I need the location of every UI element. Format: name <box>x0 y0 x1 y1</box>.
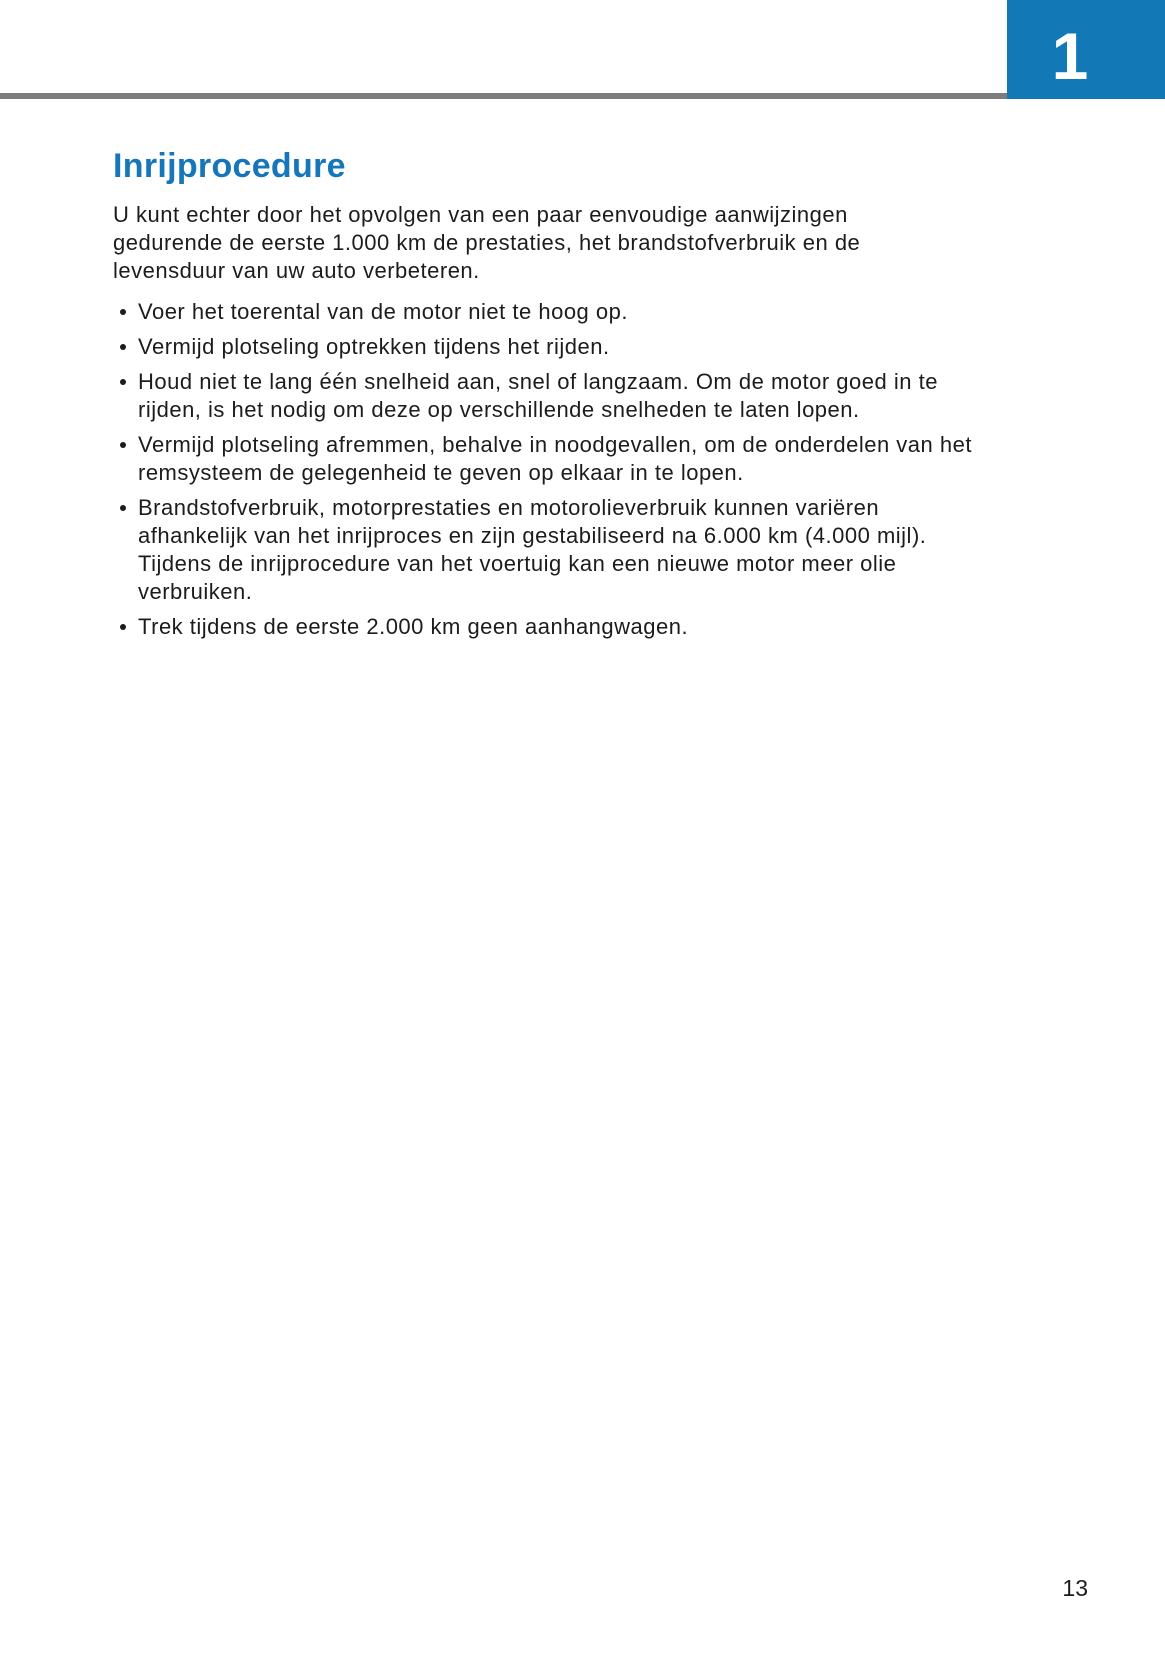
bullet-text: Voer het toerental van de motor niet te hoog op. <box>138 299 628 324</box>
list-item <box>113 494 978 606</box>
list-item <box>113 368 978 424</box>
bullet-text: Vermijd plotseling afremmen, behalve in noodgevallen, om de onderdelen van het remsysteem de gelegenheid te geven op elkaar in te lopen. <box>138 432 972 485</box>
bullet-icon <box>120 309 126 315</box>
bullet-text: Vermijd plotseling optrekken tijdens het rijden. <box>138 334 610 359</box>
list-item <box>113 298 978 326</box>
header-rule <box>0 93 1007 99</box>
page-number: 13 <box>1062 1575 1088 1601</box>
bullet-text: Houd niet te lang één snelheid aan, snel of langzaam. Om de motor goed in te rijden, is het nodig om deze op verschillende snelheden te laten lopen. <box>138 369 938 422</box>
bullet-text: Brandstofverbruik, motorprestaties en motorolieverbruik kunnen variëren afhankelijk van het inrijproces en zijn gestabiliseerd na 6.000 km (4.000 mijl). Tijdens de inrijprocedure van het voertuig kan een nieuwe motor meer olie verbruiken. <box>138 495 927 604</box>
bullet-icon <box>120 505 126 511</box>
intro-paragraph: U kunt echter door het opvolgen van een paar eenvoudige aanwijzingen gedurende de eerste 1.000 km de prestaties, het brandstofverbruik en de levensduur van uw auto verbeteren. <box>113 202 861 283</box>
list-item <box>113 613 978 641</box>
list-item <box>113 333 978 361</box>
section-content <box>113 146 978 641</box>
bullet-text: Trek tijdens de eerste 2.000 km geen aanhangwagen. <box>138 614 689 639</box>
bullet-icon <box>120 624 126 630</box>
chapter-tab <box>1007 0 1165 99</box>
section-title: Inrijprocedure <box>113 147 346 185</box>
bullet-list <box>113 298 978 641</box>
bullet-icon <box>120 344 126 350</box>
chapter-number: 1 <box>1051 18 1089 93</box>
bullet-icon <box>120 379 126 385</box>
list-item <box>113 431 978 487</box>
bullet-icon <box>120 442 126 448</box>
